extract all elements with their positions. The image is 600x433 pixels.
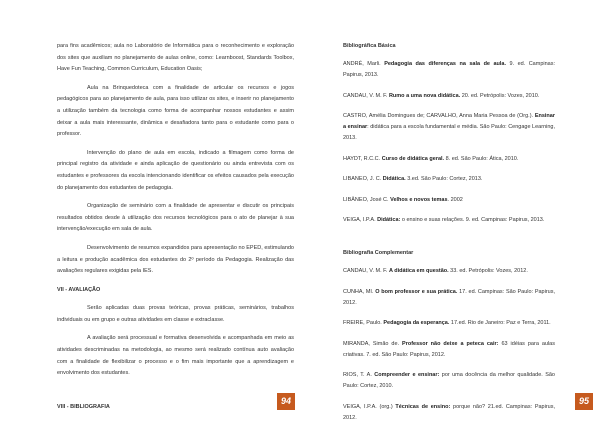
reference-title: Pedagogia das diferenças na sala de aula. [384,61,507,67]
paragraph: para fins acadêmicos; aula no Laboratório de Informática para o reconhecimento e exploração dos sites que auxiliam no planejamento de aulas online, como: Learnboost, Standards Toolbox, Have Fun Teaching, Common Curriculum, Education Oasis; [57,43,294,73]
reference-entry [343,287,555,309]
page-number: 94 [277,393,295,410]
page-number: 95 [575,393,593,410]
paragraph: Desenvolvimento de resumos expandidos para apresentação no EPED, estimulando a leitura e produção acadêmica dos estudantes do 2º período da Pedagogia. Realização das avaliações regulares exigidas pela IES. [57,244,294,275]
complementary-bibliography-heading: Bibliografia Complementar [343,250,414,256]
reference-title: Pedagogia da esperança. [383,320,450,326]
reference-details: por uma docência da melhor qualidade. São Paulo: Cortez, 2010. [343,372,555,389]
reference-details: 8. ed. São Paulo: Ática, 2010. [444,155,519,162]
reference-author: LIBÂNEO, José C. [343,196,391,203]
reference-title: Técnicas de ensino: [395,403,451,410]
reference-entry [343,59,555,81]
reference-details: 63 idéias para aulas criativas. 7. ed. São Paulo: Papirus, 2012. [343,340,555,358]
reference-author: CUNHA, MI. [343,288,376,295]
reference-entry [343,111,555,144]
paragraph: Serão aplicadas duas provas teóricas, provas práticas, seminários, trabalhos individuais ou em grupo e outras atividades em classe e extraclasse. [57,305,294,323]
reference-author: VEIGA, I.P.A. [343,217,378,223]
reference-author: MIRANDA, Simão de. [343,340,403,347]
paragraph: Organização de seminário com a finalidade de apresentar e discutir os principais resultados obtidos desde à utilização dos recursos tecnológicos para o ato de planejar à sua intervenção/execução em sala de aula. [57,203,294,233]
reference-entry [343,91,555,102]
reference-author: CANDAU, V. M. F. [343,268,389,274]
paragraph: Intervenção do plano de aula em escola, indicado a filmagem como forma de principal registro da atividade e ainda aplicação de questionário ou ainda entrevista com os estudantes e professores da escola intencionando identificar os efeitos causados pela execução do planejamento dos estudantes de pedagogia. [57,149,294,191]
reference-author: CASTRO, Amélia Domingues de; CARVALHO, Anna Maria Pessoa de (Org.). [343,113,535,119]
reference-title: A didática em questão. [388,268,449,274]
reference-title: Professor não deixe a peteca cair: [402,340,499,347]
reference-author: LIBANEO, J. C. [343,176,383,182]
reference-details: 33. ed. Petrópolis: Vozes, 2012. [448,268,528,274]
reference-entry [343,339,555,361]
reference-entry [343,195,555,206]
reference-title: Compreender e ensinar: [374,372,440,378]
reference-title: Rumo a uma nova didática. [388,92,461,99]
basic-bibliography-heading: Bibliográfica Básica [343,43,396,49]
reference-title: O bom professor e sua prática. [375,288,458,295]
reference-details: 20. ed. Petrópolis: Vozes, 2010. [460,92,540,99]
reference-author: HAYDT, R.C.C. [343,155,382,162]
reference-author: VEIGA, I.P.A. (org.) [343,403,396,410]
reference-details: . 2002 [447,196,463,203]
reference-entry [343,318,555,329]
reference-title: Curso de didática geral. [381,155,445,162]
right-page-body [343,41,555,433]
reference-entry [343,174,555,185]
reference-details: 17. ed. Campinas: São Paulo: Papirus, 2012. [343,288,556,306]
reference-author: CANDAU, V. M. F. [343,92,389,99]
reference-entry [343,154,555,165]
reference-details: porque não? 21.ed. Campinas: Papirus, 2012. [343,403,555,421]
paragraph: A avaliação será processual e formativa desenvolvida e acompanhada em meio as atividades descriminadas na metodologia, ao mesmo será realizado contínua auto avaliação com a finalidade de flexibilizar o processo e o fim mais importante que a aprendizagem e envolvimento dos estudantes. [57,335,294,377]
reference-title: Ensinar a ensinar [343,113,555,130]
reference-details: : didática para a escola fundamental e média. São Paulo: Cengage Learning, 2013. [343,124,555,141]
reference-details: o ensino e suas relações. 9. ed. Campinas: Papirus, 2013. [400,217,545,223]
reference-details: 3.ed. São Paulo: Cortez, 2013. [405,176,483,182]
complementary-bibliography-list [343,266,555,424]
right-page [300,0,600,424]
basic-bibliography-list [343,59,555,226]
reference-author: FREIRE, Paulo. [343,320,384,326]
section-heading-evaluation: VII - AVALIAÇÃO [57,286,101,293]
reference-title: Velhos e novos temas [390,196,448,203]
reference-title: Didática. [382,176,406,182]
left-page-body [57,41,294,420]
reference-entry [343,215,555,226]
reference-details: 17.ed. Rio de Janeiro: Paz e Terra, 2011. [449,320,551,326]
left-page [0,0,300,424]
paragraph: Aula na Brinquedoteca com a finalidade de articular os recursos e jogos pedagógicos para ao planejamento de aula, para isso utilizar os sites, e inserir no planejamento a utilização também da tecnologia como forma de acompanhar nossos estudantes e assim deixar a aula mais interessante, dinâmica e desafiadora tanto para o estudante como para o professor. [57,84,294,138]
reference-entry [343,266,555,277]
reference-author: ANDRÉ, Marli. [343,61,385,67]
section-heading-bibliography: VIII - BIBLIOGRAFIA [57,403,110,410]
reference-entry [343,402,555,424]
reference-details: 9. ed. Campinas: Papirus, 2013. [343,61,556,78]
reference-title: Didática: [377,217,401,223]
reference-entry [343,370,555,392]
reference-author: RIOS, T. A. [343,372,375,378]
